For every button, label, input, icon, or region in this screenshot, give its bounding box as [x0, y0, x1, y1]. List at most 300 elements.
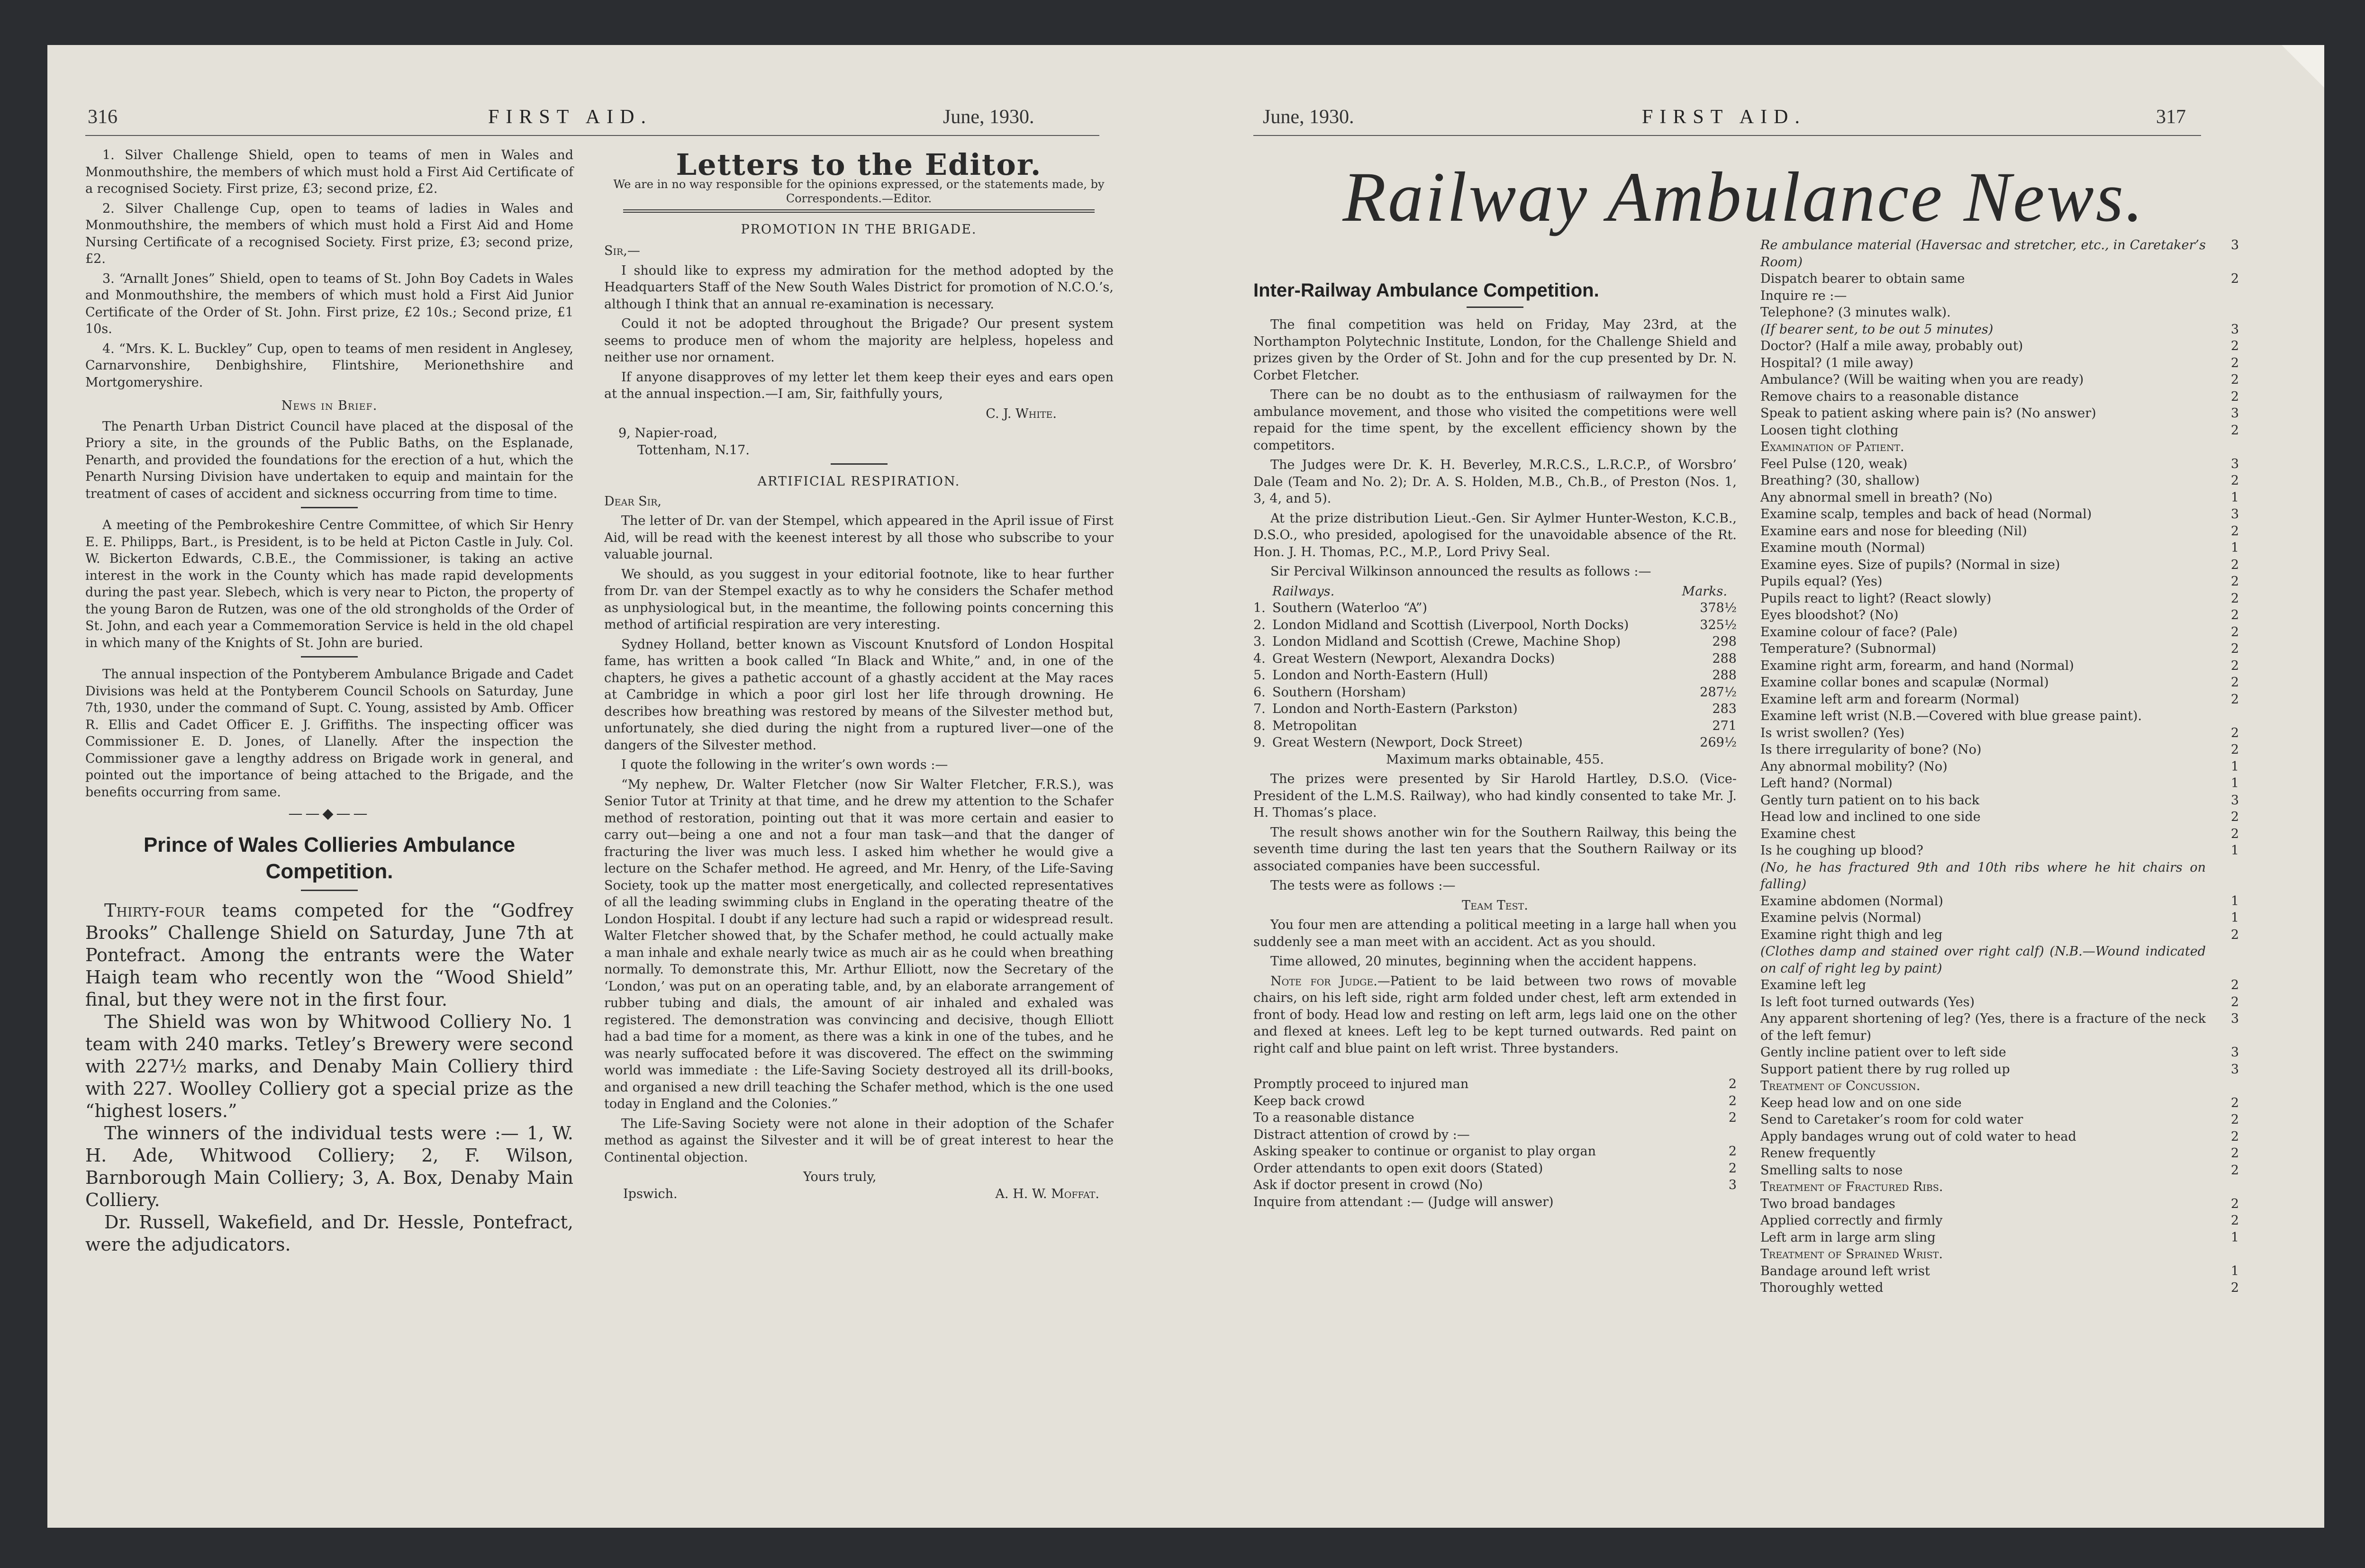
- schedule-row: [1760, 540, 2239, 557]
- note-lead: Note for Judge.: [1270, 973, 1377, 989]
- schedule-marks: 1: [2230, 843, 2239, 858]
- schedule-item: Gently incline patient over to left side: [1760, 1045, 2006, 1060]
- schedule-row: [1760, 573, 2239, 590]
- schedule-row: [1760, 1078, 2239, 1095]
- schedule-row: [1760, 1044, 2239, 1061]
- schedule-marks: 1: [2230, 541, 2239, 555]
- schedule-item: Re ambulance material (Haversac and stretcher, etc., in Caretaker’s Room): [1760, 238, 2206, 270]
- schedule-item: Examine eyes. Size of pupils? (Normal in size): [1760, 557, 2060, 572]
- schedule-row: [1760, 640, 2239, 658]
- schedule-row: [1760, 321, 2239, 338]
- schedule-row: [1253, 1194, 1737, 1211]
- schedule-marks: 2: [2230, 473, 2239, 488]
- schedule-item: Any apparent shortening of leg? (Yes, there is a fracture of the neck of the left femur): [1760, 1011, 2206, 1043]
- issue-date: June, 1930.: [943, 106, 1034, 128]
- schedule-item: Telephone? (3 minutes walk).: [1760, 305, 1951, 320]
- schedule-marks: 2: [2230, 557, 2239, 572]
- result-railway: Great Western (Newport, Alexandra Docks): [1272, 651, 1555, 666]
- schedule-row: [1760, 1212, 2239, 1229]
- schedule-item: Renew frequently: [1760, 1146, 1876, 1161]
- schedule-marks: 2: [2230, 339, 2239, 353]
- schedule-marks: [1704, 1126, 1737, 1144]
- divider: [831, 463, 888, 465]
- letter-title: PROMOTION IN THE BRIGADE.: [741, 222, 977, 237]
- schedule-marks: [2206, 708, 2239, 725]
- prize-item-1: 1. Silver Challenge Shield, open to teams of men in Wales and Monmouthshire, the members of which must hold a First Aid Certificate of a recognised Society. First prize, £3; second prize, £2.: [85, 148, 573, 196]
- result-marks: 288: [1712, 668, 1737, 683]
- schedule-marks: 2: [2230, 1129, 2239, 1144]
- divider: [1467, 306, 1523, 308]
- schedule-marks: 2: [2230, 927, 2239, 942]
- schedule-marks: 3: [2230, 456, 2239, 471]
- article-heading: Prince of Wales Collieries Ambulance Competition.: [143, 833, 516, 883]
- schedule-item: Examination of Patient.: [1760, 440, 1904, 454]
- schedule-row: [1760, 237, 2239, 270]
- result-railway: Southern (Horsham): [1272, 685, 1406, 700]
- result-marks: 271: [1712, 718, 1737, 733]
- header-rule: [1253, 135, 2201, 136]
- schedule-row: [1760, 658, 2239, 675]
- result-railway: Great Western (Newport, Dock Street): [1272, 735, 1523, 750]
- article-paragraph: Dr. Russell, Wakefield, and Dr. Hessle, Pontefract, were the adjudicators.: [85, 1211, 573, 1255]
- schedule-item: Promptly proceed to injured man: [1253, 1077, 1469, 1091]
- article-paragraph: The result shows another win for the Southern Railway, this being the seventh time during the last ten years that the Southern Railway or its associated companies have been successful.: [1253, 825, 1737, 874]
- schedule-row: [1253, 1126, 1737, 1144]
- schedule-row: [1760, 977, 2239, 994]
- schedule-row: [1760, 371, 2239, 388]
- schedule-row: [1253, 1143, 1737, 1160]
- schedule-marks: 2: [2230, 608, 2239, 622]
- schedule-item: Examine right arm, forearm, and hand (Normal): [1760, 658, 2074, 673]
- schedule-row: [1253, 1177, 1737, 1194]
- article-paragraph: Time allowed, 20 minutes, beginning when the accident happens.: [1270, 954, 1697, 969]
- schedule-row: [1760, 1179, 2239, 1196]
- schedule-marks: [2206, 1078, 2239, 1095]
- schedule-marks: [2206, 943, 2239, 977]
- schedule-item: Treatment of Fractured Ribs.: [1760, 1180, 1943, 1194]
- schedule-item: (Clothes damp and stained over right calf) (N.B.—Wound indicated on calf of right leg by paint): [1760, 944, 2206, 976]
- schedule-item: Asking speaker to continue or organist to play organ: [1253, 1144, 1596, 1159]
- prize-item-4: 4. “Mrs. K. L. Buckley” Cup, open to teams of men resident in Anglesey, Carnarvonshire, Denbighshire, Flintshire, Merionethshire and Mortgomeryshire.: [85, 341, 573, 390]
- letter-paragraph: If anyone disapproves of my letter let them keep their eyes and ears open at the annual inspection.—I am, Sir, faithfully yours,: [604, 369, 1114, 401]
- schedule-row: [1760, 355, 2239, 372]
- letters-heading: Letters to the Editor.: [676, 147, 1042, 182]
- schedule-row: [1760, 304, 2239, 321]
- divider: [301, 507, 358, 508]
- schedule-marks: 2: [2230, 355, 2239, 370]
- news-in-brief-heading: News in Brief.: [281, 398, 378, 413]
- schedule-item: Ambulance? (Will be waiting when you are ready): [1760, 372, 2084, 387]
- result-rank: 3.: [1253, 634, 1266, 649]
- schedule-item: Examine pelvis (Normal): [1760, 910, 1921, 925]
- schedule-item: Doctor? (Half a mile away, probably out): [1760, 339, 2023, 353]
- letter-title: ARTIFICIAL RESPIRATION.: [757, 474, 960, 489]
- schedule-row: [1760, 1145, 2239, 1162]
- schedule-marks: 2: [2230, 1162, 2239, 1178]
- schedule-row: [1760, 607, 2239, 624]
- schedule-item: Examine abdomen (Normal): [1760, 893, 1943, 909]
- result-rank: 5.: [1253, 668, 1266, 683]
- schedule-marks: 2: [1728, 1093, 1737, 1108]
- schedule-item: Remove chairs to a reasonable distance: [1760, 389, 2019, 404]
- schedule-item: Head low and inclined to one side: [1760, 810, 1981, 824]
- article-body: [85, 900, 573, 1256]
- schedule-marks: 1: [2230, 1230, 2239, 1245]
- schedule-row: [1760, 1263, 2239, 1280]
- schedule-item: Apply bandages wrung out of cold water to head: [1760, 1129, 2076, 1144]
- schedule-marks: 3: [1728, 1178, 1737, 1192]
- schedule-marks: 3: [2230, 322, 2239, 337]
- schedule-item: Speak to patient asking where pain is? (No answer): [1760, 406, 2096, 421]
- schedule-marks: 2: [2230, 574, 2239, 589]
- running-title: FIRST AID.: [1642, 106, 1806, 128]
- letter-paragraph: I quote the following in the writer’s own words :—: [621, 757, 948, 772]
- schedule-marks: 3: [2230, 1045, 2239, 1060]
- schedule-row: [1253, 1109, 1737, 1126]
- article-paragraph: teams competed for the “Godfrey Brooks” Challenge Shield on Saturday, June 7th at Pontefract. Among the entrants were the Water Haigh team who recently won the “Wood Shield” final, but they were not in the first four.: [85, 900, 573, 1010]
- schedule-marks: 2: [2230, 1196, 2239, 1211]
- schedule-row: [1760, 994, 2239, 1011]
- schedule-row: [1253, 1076, 1737, 1093]
- address: Tottenham, N.17.: [637, 442, 750, 458]
- result-railway: London and North-Eastern (Hull): [1272, 668, 1488, 683]
- signature: C. J. White.: [986, 406, 1057, 421]
- schedule-marks: 3: [2230, 1011, 2239, 1026]
- schedule-marks: 2: [2230, 591, 2239, 606]
- schedule-item: Is he coughing up blood?: [1760, 843, 1923, 858]
- letter-paragraph: “My nephew, Dr. Walter Fletcher (now Sir Walter Fletcher, F.R.S.), was Senior Tutor at Trinity at that time, and he drew my attention to the Schafer method of restoration, pointing out that it was more certain and easier to carry out—being a one and not a four man task—and that the danger of fracturing the liver was much less. I asked him whether he would give a lecture on the Schafer method. He agreed, and Mr. Henry, of the Life-Saving Society, took up the matter most energetically, and collected representatives of all the leading swimming clubs in England in the operating theatre of the London Hospital. I doubt if any lecture had such a rapid or widespread result. Walter Fletcher showed that, by the Schafer method, he could actually make a man inhale and exhale nearly twice as much air as he could when breathing normally. To demonstrate this, Mr. Arthur Elliott, now the Secretary of the ‘London,’ was put on an operating table, and, by an elaborate arrangement of rubber tubing and dials, the amount of air inhaled and exhaled was registered. The demonstration was convincing and decisive, though Elliott had a bad time for a moment, as there was a kink in one of the tubes, and he was nearly suffocated before it was discovered. The effect on the swimming world was immediate : the Life-Saving Society destroyed all its drill-books, and organised a new drill teaching the Schafer method, which is the one used today in England and the Colonies.”: [604, 777, 1114, 1111]
- schedule-marks: 2: [2230, 725, 2239, 740]
- divider: [301, 656, 358, 658]
- schedule-marks: 2: [2230, 624, 2239, 640]
- schedule-item: Eyes bloodshot? (No): [1760, 608, 1899, 622]
- prize-item-3: 3. “Arnallt Jones” Shield, open to teams of St. John Boy Cadets in Wales and Monmouthshire, the members of which must hold a First Aid Junior Certificate of the Order of St. John. First prize, £2 10s.; Second prize, £1 10s.: [85, 271, 573, 336]
- results-row: [1253, 600, 1737, 617]
- schedule-marks: 3: [2230, 507, 2239, 522]
- letter-paragraph: Could it not be adopted throughout the Brigade? Our present system seems to produce men of whom the majority are helpless, hopeless and neither use nor ornament.: [604, 316, 1114, 365]
- schedule-marks: 2: [2230, 372, 2239, 387]
- schedule-item: Examine colour of face? (Pale): [1760, 624, 1958, 640]
- schedule-item: Examine mouth (Normal): [1760, 541, 1925, 555]
- schedule-marks: 2: [2230, 271, 2239, 286]
- results-table: [1253, 600, 1737, 751]
- schedule-row: [1760, 624, 2239, 641]
- schedule-marks: [2206, 1179, 2239, 1196]
- letter-paragraph: We should, as you suggest in your editorial footnote, like to hear further from Dr. van der Stempel exactly as to why he considers the Schafer method as unphysiological but, in the meantime, the following points concerning this method of artificial respiration are very interesting.: [604, 567, 1114, 632]
- address: 9, Napier-road,: [618, 426, 718, 441]
- result-railway: London and North-Eastern (Parkston): [1272, 702, 1518, 716]
- schedule-item: Dispatch bearer to obtain same: [1760, 271, 1965, 286]
- schedule-row: [1760, 792, 2239, 809]
- section-masthead: Railway Ambulance News.: [1342, 158, 2145, 236]
- schedule-row: [1760, 859, 2239, 893]
- schedule-row: [1760, 691, 2239, 708]
- article-paragraph: At the prize distribution Lieut.-Gen. Sir Aylmer Hunter-Weston, K.C.B., D.S.O., who presided, apologised for the unavoidable absence of the Rt. Hon. J. H. Thomas, P.C., M.P., Lord Privy Seal.: [1253, 511, 1737, 559]
- schedule-row: [1760, 506, 2239, 523]
- schedule-item: (No, he has fractured 9th and 10th ribs where he hit chairs on falling): [1760, 860, 2206, 892]
- schedule-row: [1760, 1111, 2239, 1128]
- schedule-marks: 2: [2230, 742, 2239, 757]
- schedule-item: Examine left wrist (N.B.—Covered with blue grease paint).: [1760, 709, 2142, 723]
- schedule-item: Treatment of Concussion.: [1760, 1079, 1921, 1093]
- schedule-row: [1760, 439, 2239, 456]
- schedule-row: [1760, 725, 2239, 742]
- results-row: [1253, 701, 1737, 718]
- editor-disclaimer: We are in no way responsible for the opinions expressed, or the statements made, by Correspondents.—Editor.: [613, 177, 1105, 205]
- schedule-item: Examine left leg: [1760, 978, 1867, 992]
- schedule-marks: 2: [1728, 1110, 1737, 1125]
- schedule-item: Examine collar bones and scapulæ (Normal): [1760, 675, 2049, 690]
- schedule-row: [1760, 708, 2239, 725]
- schedule-marks: 3: [2230, 406, 2239, 421]
- schedule-row: [1760, 741, 2239, 758]
- result-marks: 288: [1712, 651, 1737, 666]
- schedule-marks: [2206, 859, 2239, 893]
- schedule-row: [1760, 758, 2239, 775]
- schedule-item: Pupils equal? (Yes): [1760, 574, 1883, 589]
- schedule-item: Smelling salts to nose: [1760, 1162, 1903, 1178]
- schedule-row: [1760, 1061, 2239, 1078]
- letter-paragraph: Sydney Holland, better known as Viscount Knutsford of London Hospital fame, has written a book called “In Black and White,” and, in one of the chapters, he gives a pathetic account of a ghastly accident at the May races at Cambridge in which a poor girl lost her life through drowning. He describes how breathing was restored by means of the Silvester method but, unfortunately, she died during the night from a ruptured liver—one of the dangers of the Silvester method.: [604, 637, 1114, 753]
- schedule-item: Examine scalp, temples and back of head (Normal): [1760, 507, 2092, 522]
- result-rank: 1.: [1253, 601, 1266, 615]
- result-railway: Metropolitan: [1272, 718, 1357, 733]
- schedule-row: [1760, 927, 2239, 944]
- running-title: FIRST AID.: [488, 106, 652, 128]
- schedule-marks: 2: [2230, 826, 2239, 841]
- schedule-row: [1760, 1095, 2239, 1112]
- schedule-row: [1760, 472, 2239, 489]
- results-row: [1253, 684, 1737, 701]
- schedule-marks: 3: [2230, 793, 2239, 808]
- schedule-row: [1760, 1128, 2239, 1145]
- schedule-item: Gently turn patient on to his back: [1760, 793, 1980, 808]
- schedule-item: Ask if doctor present in crowd (No): [1253, 1178, 1483, 1192]
- results-row: [1253, 734, 1737, 751]
- schedule-marks: [2206, 288, 2239, 305]
- divider: [301, 890, 358, 891]
- result-marks: 287½: [1700, 685, 1737, 700]
- schedule-item: (If bearer sent, to be out 5 minutes): [1760, 322, 1993, 337]
- schedule-marks: 2: [2230, 1112, 2239, 1127]
- max-marks-note: Maximum marks obtainable, 455.: [1386, 752, 1604, 767]
- schedule-row: [1760, 270, 2239, 288]
- schedule-item: To a reasonable distance: [1253, 1110, 1414, 1125]
- article-paragraph: The Judges were Dr. K. H. Beverley, M.R.C.S., L.R.C.P., of Worsbro’ Dale (Team and No. 2); Dr. A. S. Holden, M.B., Ch.B., of Preston (Nos. 1, 3, 4, and 5).: [1253, 458, 1737, 506]
- results-row: [1253, 650, 1737, 667]
- schedule-marks: 2: [2230, 1280, 2239, 1295]
- schedule-row: [1760, 674, 2239, 691]
- result-rank: 6.: [1253, 685, 1266, 700]
- schedule-item: Loosen tight clothing: [1760, 423, 1899, 438]
- schedule-item: Keep back crowd: [1253, 1093, 1365, 1108]
- ornament-divider: ——◆——: [288, 805, 371, 822]
- schedule-row: [1760, 557, 2239, 574]
- article-paragraph: The Shield was won by Whitwood Colliery No. 1 team with 240 marks. Tetley’s Brewery were second with 227½ marks, and Denaby Main Colliery third with 227. Woolley Colliery got a special prize as the “highest losers.”: [85, 1011, 573, 1121]
- schedule-row: [1760, 809, 2239, 826]
- article-paragraph: The annual inspection of the Pontyberem Ambulance Brigade and Cadet Divisions was held at the Pontyberem Council Schools on Saturday, June 7th, 1930, under the command of Supt. C. Young, assisted by Amb. Officer R. Ellis and Cadet Officer E. J. Griffiths. The inspecting officer was Commissioner E. D. Jones, of Llanelly. After the inspection the Commissioner gave a lengthy address on Brigade work in general, and pointed out the importance of being attached to the Brigade, and the benefits occurring from same.: [85, 667, 573, 800]
- schedule-item: Examine ears and nose for bleeding (Nil): [1760, 523, 2027, 539]
- schedule-item: Applied correctly and firmly: [1760, 1213, 1943, 1228]
- signature: A. H. W. Moffat.: [995, 1186, 1099, 1201]
- schedule-marks: 2: [2230, 641, 2239, 656]
- result-marks: 283: [1712, 702, 1737, 716]
- result-marks: 269½: [1700, 735, 1737, 750]
- schedule-marks: 1: [2230, 759, 2239, 774]
- schedule-row: [1760, 388, 2239, 406]
- results-row: [1253, 633, 1737, 650]
- closing: Yours truly,: [803, 1170, 877, 1184]
- schedule-row: [1760, 456, 2239, 473]
- result-railway: Southern (Waterloo “A”): [1272, 601, 1427, 615]
- schedule-row: [1760, 1010, 2239, 1044]
- schedule-item: Distract attention of crowd by :—: [1253, 1127, 1470, 1142]
- divider: [623, 209, 1095, 213]
- schedule-item: Is left foot turned outwards (Yes): [1760, 994, 1975, 1009]
- schedule-marks: 2: [2230, 810, 2239, 824]
- schedule-item: Examine left arm and forearm (Normal): [1760, 692, 2020, 707]
- schedule-row: [1760, 489, 2239, 506]
- schedule-marks: 2: [2230, 1146, 2239, 1161]
- letter-paragraph: The Life-Saving Society were not alone in their adoption of the Schafer method as against the Silvester and it will be of great interest to hear the Continental objection.: [604, 1116, 1114, 1165]
- team-test-heading: Team Test.: [1462, 898, 1528, 913]
- schedule-marks: 2: [2230, 994, 2239, 1009]
- article-paragraph: The prizes were presented by Sir Harold Hartley, D.S.O. (Vice-President of the L.M.S. Railway), who had kindly consented to take Mr. J. H. Thomas’s place.: [1253, 772, 1737, 820]
- marking-schedule-continued: [1760, 237, 2239, 1297]
- schedule-row: [1760, 943, 2239, 977]
- results-column-marks: Marks.: [1682, 584, 1727, 599]
- schedule-item: Feel Pulse (120, weak): [1760, 456, 1908, 471]
- schedule-row: [1760, 826, 2239, 843]
- schedule-row: [1760, 405, 2239, 422]
- header-rule: [85, 135, 1099, 136]
- page-corner-fold: [2282, 45, 2324, 88]
- results-header: [1253, 583, 1737, 600]
- schedule-item: Any abnormal smell in breath? (No): [1760, 490, 1993, 505]
- article-paragraph: —Patient to be laid between two rows of movable chairs, on his left side, right arm folded under chest, left arm extended in front of body. Head low and resting on left arm, legs laid one on the other and flexed at knees. Left leg to be kept turned outwards. Red paint on right calf and blue paint on left wrist. Three bystanders.: [1253, 973, 1737, 1056]
- left-column-1: [85, 147, 573, 1256]
- schedule-marks: 2: [2230, 675, 2239, 690]
- result-marks: 378½: [1700, 601, 1737, 615]
- schedule-marks: 1: [2230, 776, 2239, 791]
- letter-paragraph: I should like to express my admiration for the method adopted by the Headquarters Staff of the New South Wales District for promotion of N.C.O.’s, although I think that an annual re-examination is necessary.: [604, 263, 1114, 312]
- schedule-item: Order attendants to open exit doors (Stated): [1253, 1161, 1543, 1176]
- schedule-marks: [2206, 1246, 2239, 1263]
- schedule-item: Support patient there by rug rolled up: [1760, 1062, 2010, 1077]
- schedule-item: Examine chest: [1760, 826, 1856, 841]
- schedule-row: [1760, 910, 2239, 927]
- schedule-marks: 1: [2230, 910, 2239, 925]
- result-railway: London Midland and Scottish (Crewe, Machine Shop): [1272, 634, 1621, 649]
- schedule-item: Keep head low and on one side: [1760, 1095, 1962, 1110]
- schedule-item: Is wrist swollen? (Yes): [1760, 725, 1905, 740]
- schedule-item: Is there irregularity of bone? (No): [1760, 742, 1982, 757]
- salutation: Sir,—: [604, 243, 640, 258]
- schedule-row: [1760, 590, 2239, 607]
- left-page: [47, 45, 1166, 1528]
- schedule-item: Left arm in large arm sling: [1760, 1230, 1936, 1245]
- results-row: [1253, 617, 1737, 634]
- right-column-1: [1253, 277, 1737, 1210]
- schedule-marks: 2: [2230, 692, 2239, 707]
- article-paragraph: A meeting of the Pembrokeshire Centre Committee, of which Sir Henry E. E. Philipps, Bart., is President, is to be held at Picton Castle in July. Col. W. Bickerton Edwards, C.B.E., the Commissioner, is taking an active interest in the work in the County which has made rapid developments during the past year. Slebech, which is very near to Picton, the property of the young Baron de Rutzen, was one of the old strongholds of the Order of St. John, and each year a Commemoration Service is held in the old chapel in which many of the Knights of St. John are buried.: [85, 518, 573, 650]
- article-paragraph: The Penarth Urban District Council have placed at the disposal of the Priory a site, in the grounds of the Public Baths, on the Esplanade, Penarth, and provided the foundations for the erection of a hut, which the Penarth Nursing Division have undertaken to equip and maintain for the treatment of cases of accident and sickness occurring from time to time.: [85, 419, 573, 501]
- schedule-item: Send to Caretaker’s room for cold water: [1760, 1112, 2023, 1127]
- result-rank: 2.: [1253, 617, 1266, 632]
- article-paragraph: You four men are attending a political meeting in a large hall when you suddenly see a man meet with an accident. Act as you should.: [1253, 918, 1737, 949]
- salutation: Dear Sir,: [604, 494, 662, 509]
- schedule-row: [1760, 775, 2239, 792]
- schedule-row: [1760, 523, 2239, 540]
- schedule-row: [1760, 1162, 2239, 1179]
- result-rank: 7.: [1253, 702, 1266, 716]
- issue-date: June, 1930.: [1263, 106, 1354, 128]
- schedule-row: [1253, 1093, 1737, 1110]
- results-row: [1253, 667, 1737, 684]
- schedule-marks: 2: [1728, 1144, 1737, 1159]
- schedule-marks: 2: [2230, 1213, 2239, 1228]
- schedule-marks: 1: [2230, 893, 2239, 909]
- marking-schedule: [1253, 1076, 1737, 1210]
- schedule-row: [1760, 893, 2239, 910]
- schedule-marks: 2: [1728, 1161, 1737, 1176]
- schedule-row: [1760, 338, 2239, 355]
- schedule-item: Any abnormal mobility? (No): [1760, 759, 1948, 774]
- article-paragraph: There can be no doubt as to the enthusiasm of railwaymen for the ambulance movement, and those who visited the competitions were well repaid for the time spent, by the excellent efficiency shown by the competitors.: [1253, 387, 1737, 453]
- page-number: 317: [2156, 106, 2186, 128]
- article-heading: Inter-Railway Ambulance Competition.: [1253, 280, 1599, 301]
- schedule-item: Examine right thigh and leg: [1760, 927, 1943, 942]
- schedule-marks: 2: [2230, 978, 2239, 992]
- result-rank: 4.: [1253, 651, 1266, 666]
- schedule-item: Temperature? (Subnormal): [1760, 641, 1937, 656]
- lead-words: Thirty-four: [104, 900, 205, 921]
- schedule-row: [1760, 1280, 2239, 1297]
- results-row: [1253, 718, 1737, 735]
- schedule-item: Two broad bandages: [1760, 1196, 1895, 1211]
- schedule-marks: [1704, 1194, 1737, 1211]
- schedule-item: Pupils react to light? (React slowly): [1760, 591, 1992, 606]
- schedule-marks: 2: [1728, 1077, 1737, 1091]
- article-paragraph: Sir Percival Wilkinson announced the results as follows :—: [1270, 564, 1651, 579]
- page-number: 316: [88, 106, 118, 128]
- schedule-marks: 2: [2230, 523, 2239, 539]
- schedule-marks: 2: [2230, 423, 2239, 438]
- letter-paragraph: The letter of Dr. van der Stempel, which appeared in the April issue of First Aid, will be read with the keenest interest by all those who subscribe to your valuable journal.: [604, 514, 1114, 562]
- schedule-marks: 3: [2230, 1062, 2239, 1077]
- schedule-row: [1253, 1160, 1737, 1177]
- results-column-railways: Railways.: [1272, 584, 1335, 599]
- schedule-row: [1760, 842, 2239, 859]
- article-paragraph: The winners of the individual tests were :— 1, W. H. Ade, Whitwood Colliery; 2, F. Wilson, Barnborough Main Colliery; 3, A. Box, Denaby Main Colliery.: [85, 1122, 573, 1210]
- schedule-marks: 2: [2230, 389, 2239, 404]
- schedule-item: Inquire re :—: [1760, 288, 1847, 303]
- schedule-marks: [2206, 439, 2239, 456]
- schedule-marks: 2: [2230, 658, 2239, 673]
- result-marks: 325½: [1700, 617, 1737, 632]
- article-paragraph: The tests were as follows :—: [1270, 878, 1456, 893]
- result-railway: London Midland and Scottish (Liverpool, North Docks): [1272, 617, 1629, 632]
- schedule-marks: [2206, 304, 2239, 321]
- schedule-marks: 2: [2230, 1095, 2239, 1110]
- schedule-marks: 3: [2230, 238, 2239, 252]
- result-marks: 298: [1712, 634, 1737, 649]
- result-rank: 9.: [1253, 735, 1266, 750]
- place: Ipswich.: [623, 1186, 678, 1201]
- schedule-marks: 1: [2230, 1263, 2239, 1279]
- schedule-item: Treatment of Sprained Wrist.: [1760, 1247, 1943, 1262]
- schedule-row: [1760, 288, 2239, 305]
